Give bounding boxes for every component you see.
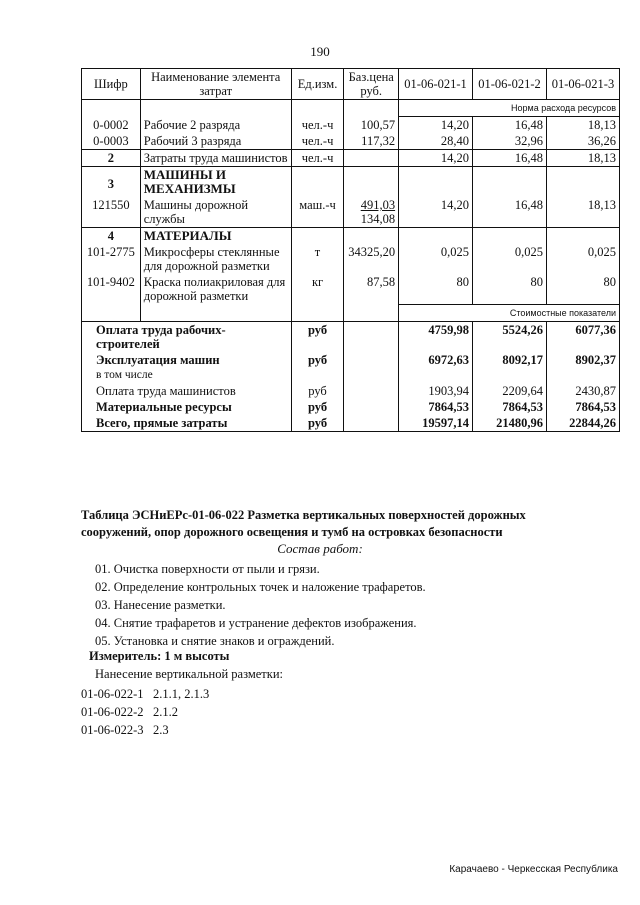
row-value-3: 0,025 (546, 244, 619, 274)
table-row (82, 117, 620, 134)
row-value-1: 14,20 (399, 150, 473, 167)
cost-value-3: 8902,37 (546, 352, 619, 383)
header-unit: Ед.изм. (291, 69, 344, 100)
row-value-1: 14,20 (399, 197, 473, 228)
works-list (95, 560, 426, 650)
table-row (82, 244, 620, 274)
cost-value-3: 6077,36 (546, 321, 619, 352)
row-code: 4 (82, 228, 141, 245)
code-desc: 2.3 (153, 723, 169, 737)
code-desc: 2.1.2 (153, 705, 178, 719)
cost-name: Всего, прямые затраты (82, 415, 292, 432)
measure-unit: Измеритель: 1 м высоты (89, 649, 230, 663)
row-value-3: 18,13 (546, 150, 619, 167)
row-value-1: 80 (399, 274, 473, 304)
cost-row (82, 415, 620, 432)
cost-value-1: 6972,63 (399, 352, 473, 383)
row-value-2: 16,48 (473, 150, 547, 167)
code-list (81, 685, 209, 739)
markup-subtitle: Нанесение вертикальной разметки: (95, 667, 283, 681)
row-price: 34325,20 (344, 244, 399, 274)
norm-subheader: Норма расхода ресурсов (399, 100, 620, 117)
row-unit: чел.-ч (291, 133, 344, 150)
cost-value-3: 22844,26 (546, 415, 619, 432)
row-code: 121550 (82, 197, 141, 228)
cost-unit: руб (291, 415, 344, 432)
row-value-1: 14,20 (399, 117, 473, 134)
row-price: 100,57 (344, 117, 399, 134)
header-col-1: 01-06-021-1 (399, 69, 473, 100)
row-value-3: 18,13 (546, 197, 619, 228)
cost-row (82, 321, 620, 352)
row-code: 0-0003 (82, 133, 141, 150)
row-unit: чел.-ч (291, 117, 344, 134)
list-item: 01. Очистка поверхности от пыли и грязи. (95, 562, 320, 576)
table-row (82, 274, 620, 304)
row-code: 101-9402 (82, 274, 141, 304)
cost-subheader-row (82, 304, 620, 321)
row-name: МАТЕРИАЛЫ (140, 228, 291, 245)
row-code: 0-0002 (82, 117, 141, 134)
row-price: 117,32 (344, 133, 399, 150)
cost-value-2: 8092,17 (473, 352, 547, 383)
cost-subnote: в том числе (96, 368, 153, 381)
row-price (344, 150, 399, 167)
list-item (81, 703, 209, 721)
cost-name: Оплата труда машинистов (82, 383, 292, 399)
list-item (81, 721, 209, 739)
section-row (82, 167, 620, 198)
row-name: Рабочие 2 разряда (140, 117, 291, 134)
table-title: Таблица ЭСНиЕРс-01-06-022 Разметка вертикальных поверхностей дорожных сооружений, опор дорожного освещения и тумб на островках безопасности (81, 508, 526, 539)
row-value-2: 16,48 (473, 197, 547, 228)
cost-name-cell (82, 352, 292, 383)
norm-subheader-row (82, 100, 620, 117)
cost-row (82, 352, 620, 383)
cost-name: Оплата труда рабочих-строителей (82, 321, 292, 352)
cost-value-2: 2209,64 (473, 383, 547, 399)
cost-value-3: 2430,87 (546, 383, 619, 399)
cost-value-2: 5524,26 (473, 321, 547, 352)
row-code: 3 (82, 167, 141, 198)
row-value-3: 80 (546, 274, 619, 304)
cost-unit: руб (291, 352, 344, 383)
resource-table (81, 68, 620, 432)
code-desc: 2.1.1, 2.1.3 (153, 687, 210, 701)
row-name: МАШИНЫ И МЕХАНИЗМЫ (140, 167, 291, 198)
row-code: 101-2775 (82, 244, 141, 274)
price-wage: 134,08 (360, 212, 396, 226)
table-row (82, 133, 620, 150)
row-name: Рабочий 3 разряда (140, 133, 291, 150)
header-col-2: 01-06-021-2 (473, 69, 547, 100)
row-name: Краска полиакриловая для дорожной разметки (140, 274, 291, 304)
row-price (344, 197, 399, 228)
row-name: Микросферы стеклянные для дорожной разметки (140, 244, 291, 274)
header-price: Баз.цена руб. (344, 69, 399, 100)
cost-value-2: 7864,53 (473, 399, 547, 415)
list-item: 02. Определение контрольных точек и наложение трафаретов. (95, 580, 426, 594)
row-value-2: 32,96 (473, 133, 547, 150)
header-col-3: 01-06-021-3 (546, 69, 619, 100)
list-item: 03. Нанесение разметки. (95, 598, 226, 612)
list-item (81, 685, 209, 703)
code: 01-06-022-3 (81, 723, 144, 737)
footer-region: Карачаево - Черкесская Республика (449, 864, 618, 875)
cost-value-2: 21480,96 (473, 415, 547, 432)
page-number: 190 (310, 44, 330, 59)
section-row (82, 228, 620, 245)
cost-value-1: 19597,14 (399, 415, 473, 432)
list-item: 05. Установка и снятие знаков и ограждений. (95, 634, 335, 648)
cost-value-1: 1903,94 (399, 383, 473, 399)
row-code: 2 (82, 150, 141, 167)
cost-value-3: 7864,53 (546, 399, 619, 415)
cost-name: Эксплуатация машин (96, 352, 220, 367)
cost-value-1: 7864,53 (399, 399, 473, 415)
row-name: Затраты труда машинистов (140, 150, 291, 167)
cost-name: Материальные ресурсы (82, 399, 292, 415)
cost-value-1: 4759,98 (399, 321, 473, 352)
row-value-1: 0,025 (399, 244, 473, 274)
header-code: Шифр (82, 69, 141, 100)
cost-unit: руб (291, 383, 344, 399)
table-row (82, 150, 620, 167)
code: 01-06-022-2 (81, 705, 144, 719)
cost-unit: руб (291, 321, 344, 352)
row-unit: кг (291, 274, 344, 304)
row-value-2: 0,025 (473, 244, 547, 274)
cost-row (82, 399, 620, 415)
row-value-3: 36,26 (546, 133, 619, 150)
list-item: 04. Снятие трафаретов и устранение дефектов изображения. (95, 616, 417, 630)
row-unit: маш.-ч (291, 197, 344, 228)
row-price: 87,58 (344, 274, 399, 304)
cost-subheader: Стоимостные показатели (399, 304, 620, 321)
row-value-2: 80 (473, 274, 547, 304)
row-unit: т (291, 244, 344, 274)
header-name: Наименование элемента затрат (140, 69, 291, 100)
price-base: 491,03 (360, 198, 396, 212)
code: 01-06-022-1 (81, 687, 144, 701)
row-value-1: 28,40 (399, 133, 473, 150)
row-value-2: 16,48 (473, 117, 547, 134)
table-row (82, 197, 620, 228)
row-name: Машины дорожной службы (140, 197, 291, 228)
row-value-3: 18,13 (546, 117, 619, 134)
table-header-row (82, 69, 620, 100)
row-unit: чел.-ч (291, 150, 344, 167)
cost-unit: руб (291, 399, 344, 415)
cost-row (82, 383, 620, 399)
works-title: Состав работ: (277, 541, 363, 556)
